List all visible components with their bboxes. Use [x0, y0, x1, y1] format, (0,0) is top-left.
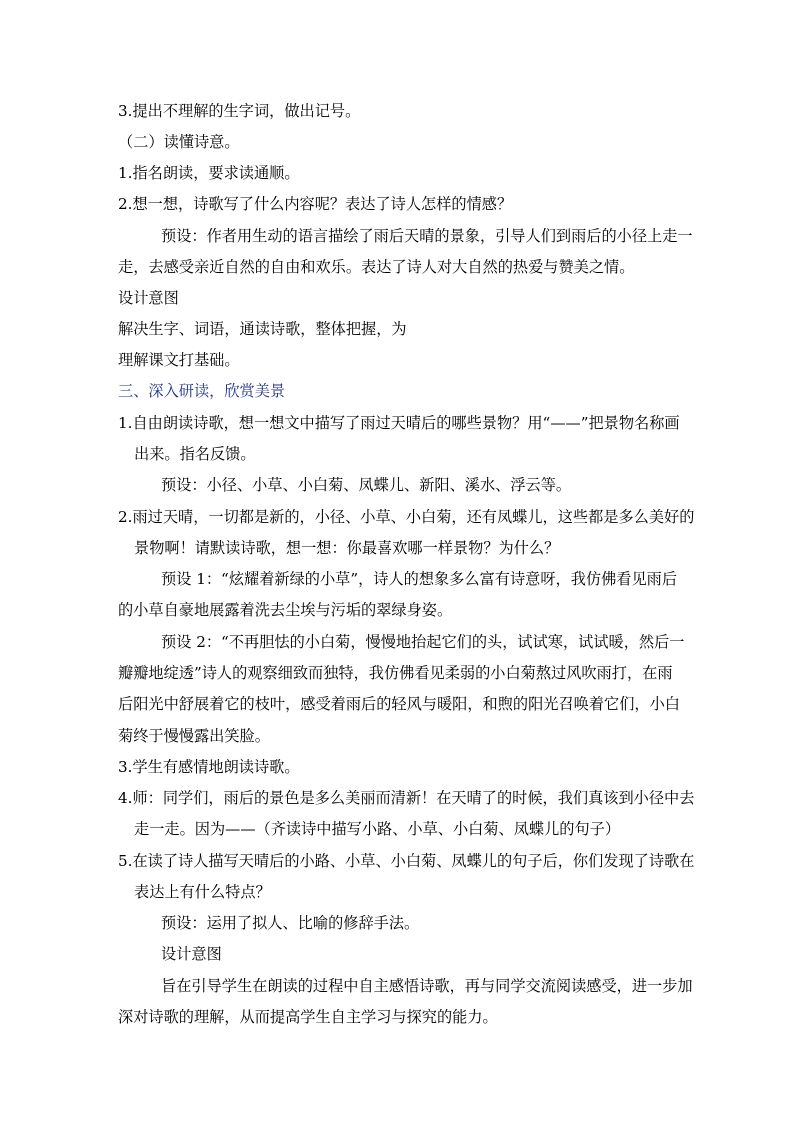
- text-line: 走，去感受亲近自然的自由和欢乐。表达了诗人对大自然的热爱与赞美之情。: [118, 258, 635, 276]
- text-line: 预设：运用了拟人、比喻的修辞手法。: [161, 914, 420, 932]
- text-line: 表达上有什么特点？: [134, 883, 271, 901]
- text-line: 的小草自豪地展露着洗去尘埃与污垢的翠绿身姿。: [118, 601, 453, 619]
- text-line: 解决生字、词语，通读诗歌，整体把握，为: [118, 320, 407, 338]
- text-line: 2.雨过天晴，一切都是新的，小径、小草、小白菊，还有凤蝶儿，这些都是多么美好的: [118, 508, 695, 526]
- text-line: 深对诗歌的理解，从而提高学生自主学习与探究的能力。: [118, 1008, 498, 1026]
- section-heading: 三、深入研读，欣赏美景: [118, 382, 286, 400]
- text-line: 1.自由朗读诗歌，想一想文中描写了雨过天晴后的哪些景物？用“——”把景物名称画: [118, 414, 680, 432]
- text-line: 3.学生有感情地朗读诗歌。: [118, 758, 300, 776]
- text-line: 理解课文打基础。: [118, 351, 240, 369]
- text-line: 瓣瓣地绽透”诗人的观察细致而独特，我仿佛看见柔弱的小白菊熬过风吹雨打，在雨: [118, 664, 673, 682]
- section-label: 设计意图: [161, 945, 222, 963]
- text-line: 景物啊！请默读诗歌，想一想：你最喜欢哪一样景物？为什么？: [134, 539, 560, 557]
- text-line: 预设：作者用生动的语言描绘了雨后天晴的景象，引导人们到雨后的小径上走一: [161, 227, 693, 245]
- text-line: 预设：小径、小草、小白菊、凤蝶儿、新阳、溪水、浮云等。: [161, 476, 572, 494]
- text-line: （二）读懂诗意。: [118, 133, 240, 151]
- text-line: 3.提出不理解的生字词，做出记号。: [118, 102, 361, 120]
- text-line: 2.想一想，诗歌写了什么内容呢？表达了诗人怎样的情感？: [118, 195, 513, 213]
- text-line: 菊终于慢慢露出笑脸。: [118, 727, 270, 745]
- text-line: 5.在读了诗人描写天晴后的小路、小草、小白菊、凤蝶儿的句子后，你们发现了诗歌在: [118, 852, 695, 870]
- text-line: 预设 1：“炫耀着新绿的小草”，诗人的想象多么富有诗意呀，我仿佛看见雨后: [161, 570, 678, 588]
- text-line: 出来。指名反馈。: [134, 445, 256, 463]
- text-line: 4.师：同学们，雨后的景色是多么美丽而清新！在天晴了的时候，我们真该到小径中去: [118, 789, 695, 807]
- text-line: 旨在引导学生在朗读的过程中自主感悟诗歌，再与同学交流阅读感受，进一步加: [161, 977, 693, 995]
- section-label: 设计意图: [118, 289, 179, 307]
- text-line: 走一走。因为——（齐读诗中描写小路、小草、小白菊、凤蝶儿的句子）: [134, 820, 620, 838]
- text-line: 预设 2：“不再胆怯的小白菊，慢慢地抬起它们的头，试试寒，试试暖，然后一: [161, 633, 685, 651]
- text-line: 1.指名朗读，要求读通顺。: [118, 164, 300, 182]
- text-line: 后阳光中舒展着它的枝叶，感受着雨后的轻风与暖阳，和煦的阳光召唤着它们，小白: [118, 695, 680, 713]
